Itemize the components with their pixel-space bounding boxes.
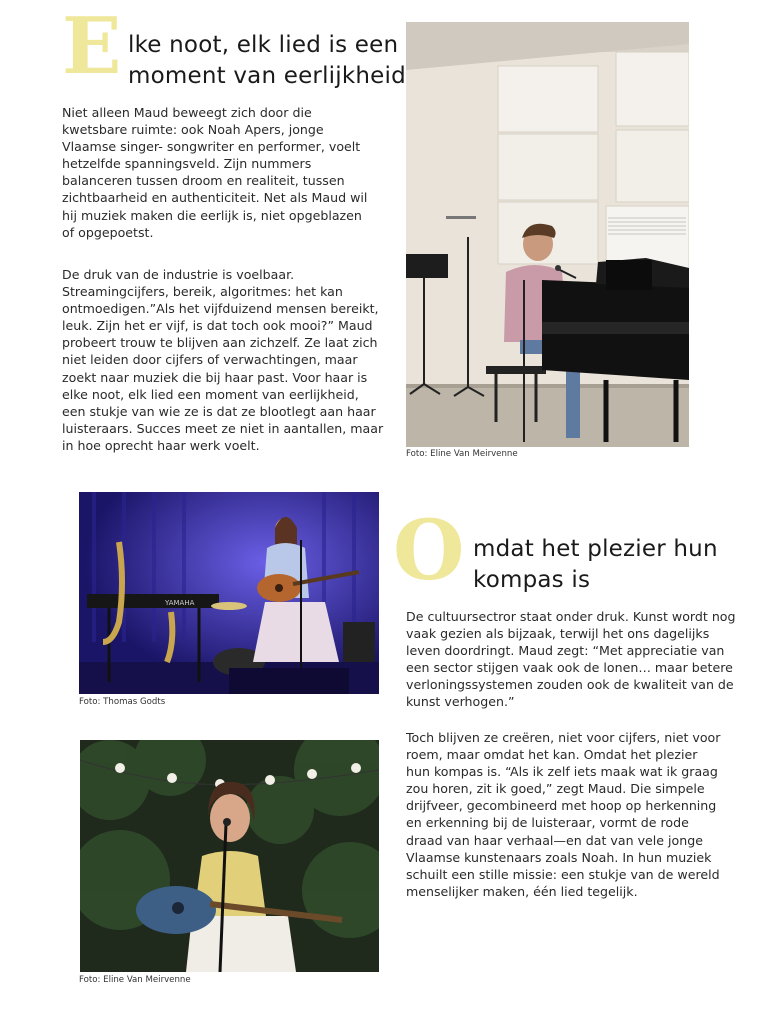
text-line: leuk. Zijn het er vijf, is dat toch ook mooi?” Maud <box>62 318 373 334</box>
text-line: niet leiden door cijfers of verwachtingen, maar <box>62 352 358 368</box>
photo-garden-performer <box>80 740 379 972</box>
text-line: in hoe oprecht haar werk voelt. <box>62 437 260 453</box>
text-line: menselijker maken, één lied tegelijk. <box>406 883 638 899</box>
text-line: ontmoedigen.”Als het vijfduizend mensen bereikt, <box>62 301 379 317</box>
text-line: Toch blijven ze creëren, niet voor cijfers, niet voor <box>406 730 721 745</box>
text-line: hij muziek maken die eerlijk is, niet opgeblazen <box>62 207 362 223</box>
text-line: De cultuursectror staat onder druk. Kunst wordt nog <box>406 609 736 624</box>
text-line: leven doordringt. Maud zegt: “Met appreciatie van <box>406 643 725 659</box>
text-line: hetzelfde spanningsveld. Zijn nummers <box>62 156 312 172</box>
heading-line: mdat het plezier hun <box>473 536 718 562</box>
heading-line: lke noot, elk lied is een <box>128 32 399 58</box>
text-line: of opgepoetst. <box>62 224 154 240</box>
heading-line: moment van eerlijkheid <box>128 63 406 89</box>
text-line: vaak gezien als bijzaak, terwijl het ons dagelijks <box>406 626 710 642</box>
heading-section-2 <box>473 534 718 596</box>
text-line: probeert trouw te blijven aan zichzelf. Ze laat zich <box>62 335 378 351</box>
text-line: De druk van de industrie is voelbaar. <box>62 267 295 282</box>
keyboard-brand-label: YAMAHA <box>165 599 195 607</box>
paragraph-culture-sector <box>406 608 736 711</box>
dropcap-e: E <box>62 1 122 92</box>
text-line: draad van haar verhaal—en dat van vele jonge <box>406 832 703 848</box>
text-line: luisteraars. Succes meet ze niet in aantallen, maar <box>62 420 384 436</box>
text-line: verloningssystemen zouden ook de kwaliteit van de <box>406 677 734 693</box>
text-line: Niet alleen Maud beweegt zich door die <box>62 105 312 120</box>
text-line: een sector stijgen vaak ook de lonen… maar betere <box>406 660 733 676</box>
photo-caption-garden: Foto: Eline Van Meirvenne <box>79 975 191 985</box>
text-line: en erkenning bij de luisteraar, vormt de rode <box>406 815 689 831</box>
text-line: elke noot, elk lied een moment van eerlijkheid, <box>62 386 359 402</box>
photo-stage-performer <box>79 492 379 694</box>
text-line: Streamingcijfers, bereik, algoritmes: het kan <box>62 284 343 300</box>
photo-piano-performer <box>406 22 689 447</box>
text-line: Vlaamse singer- songwriter en performer, voelt <box>62 139 361 155</box>
photo-caption-stage: Foto: Thomas Godts <box>79 697 166 707</box>
text-line: roem, maar omdat het kan. Omdat het plezier <box>406 747 698 763</box>
text-line: Vlaamse kunstenaars zoals Noah. In hun muziek <box>406 849 712 865</box>
text-line: zichtbaarheid en authenticiteit. Net als Maud wil <box>62 190 368 206</box>
paragraph-compass <box>406 729 720 900</box>
paragraph-noah <box>62 104 367 241</box>
text-line: schuilt een stille missie: een stukje van de wereld <box>406 866 720 882</box>
photo-caption-piano: Foto: Eline Van Meirvenne <box>406 449 518 459</box>
text-line: balanceren tussen droom en realiteit, tussen <box>62 173 345 189</box>
text-line: kunst verhogen.” <box>406 694 515 710</box>
text-line: kwetsbare ruimte: ook Noah Apers, jonge <box>62 122 324 138</box>
text-line: een stukje van wie ze is dat ze blootlegt aan haar <box>62 403 376 419</box>
text-line: zou horen, zit ik goed,” zegt Maud. Die simpele <box>406 781 705 797</box>
heading-section-1 <box>128 30 406 92</box>
text-line: hun kompas is. “Als ik zelf iets maak wat ik graag <box>406 764 718 780</box>
dropcap-o: O <box>393 503 465 599</box>
text-line: zoekt naar muziek die bij haar past. Voor haar is <box>62 369 368 385</box>
text-line: drijfveer, gecombineerd met hoop op herkenning <box>406 798 717 814</box>
paragraph-industry <box>62 266 383 454</box>
heading-line: kompas is <box>473 567 591 593</box>
